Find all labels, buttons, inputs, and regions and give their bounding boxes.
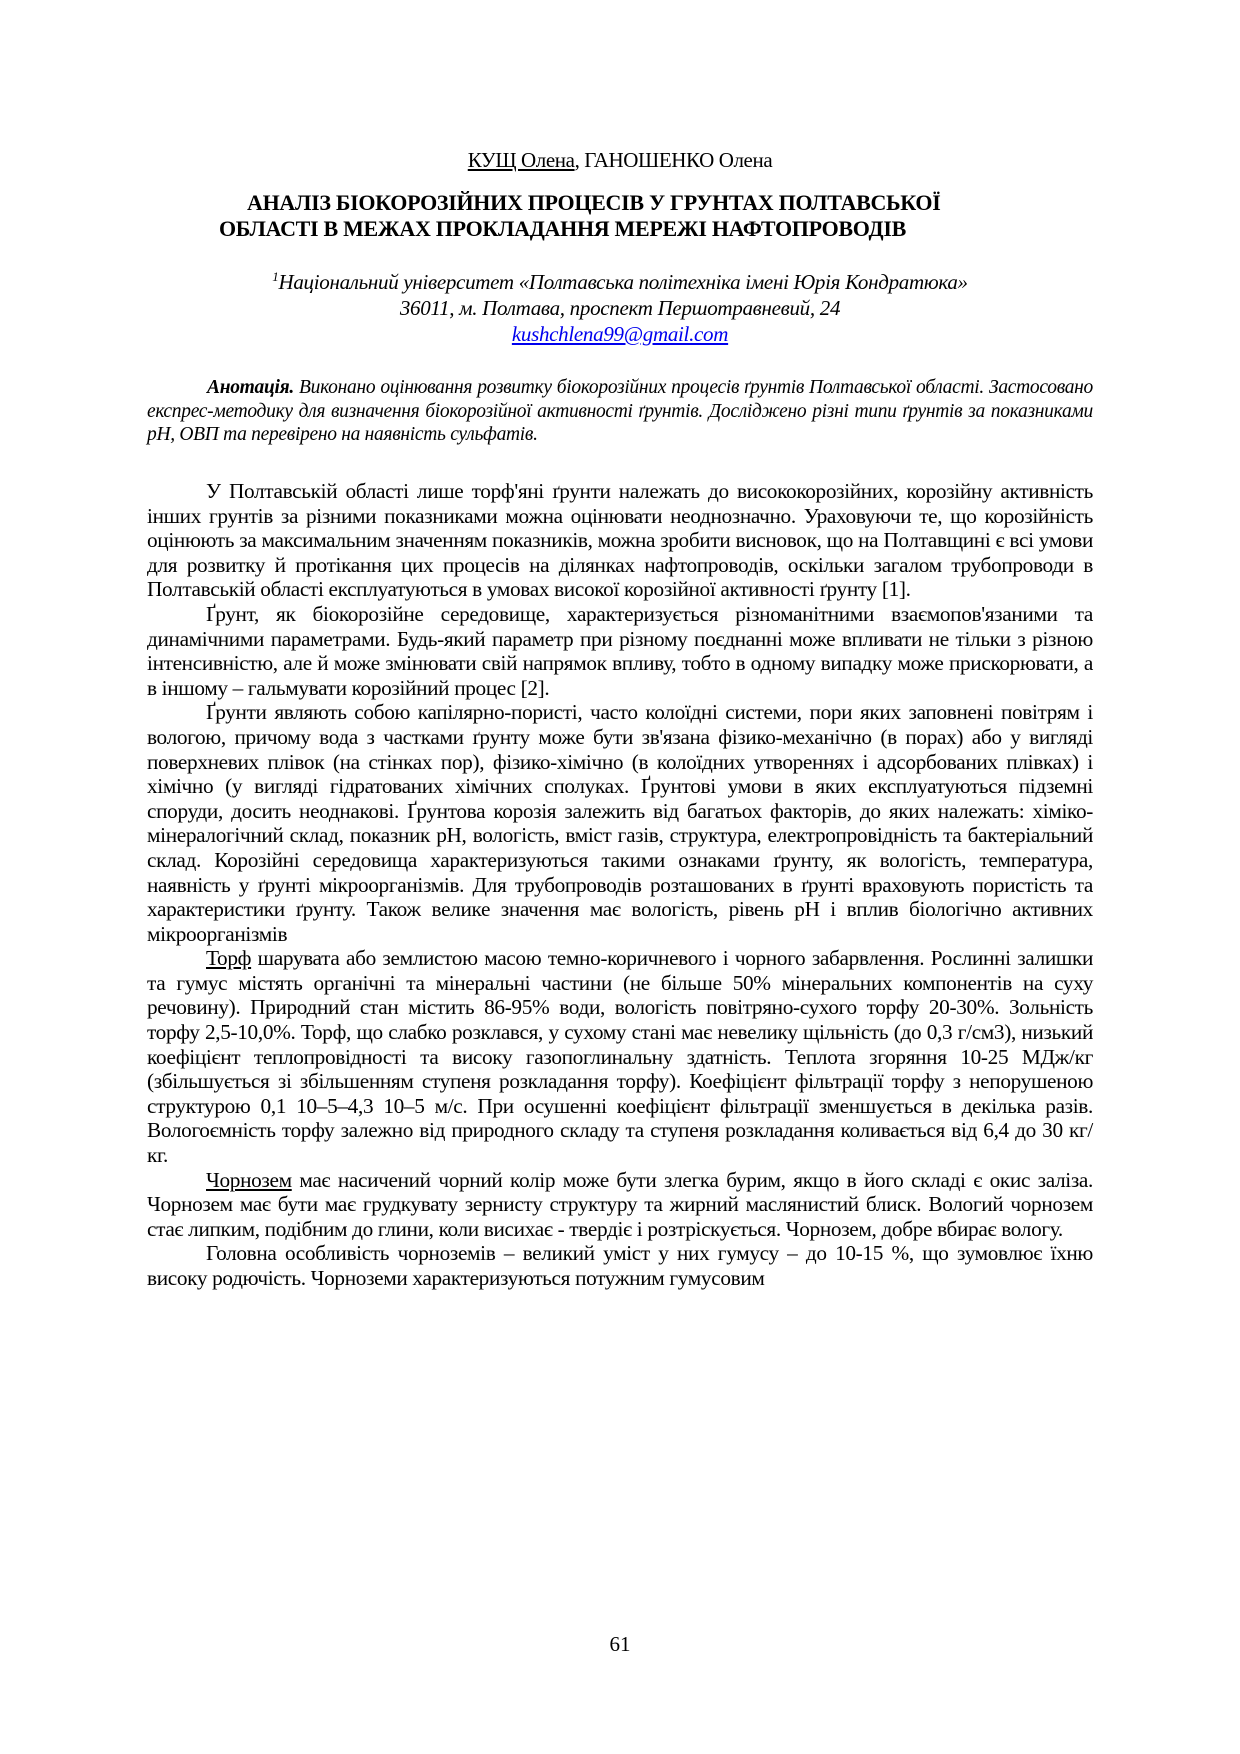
paragraph-4 [147,946,1093,1167]
paragraph-2: Ґрунт, як біокорозійне середовище, характеризується різноманітними взаємопов'язаними та динамічними параметрами. Будь-який параметр при різному поєднанні може впливати не тільки з різною інтенсивністю, але й може змінювати свій напрямок впливу, тобто в одному випадку може прискорювати, а в іншому – гальмувати корозійний процес [2]. [147,601,1093,700]
affiliation-text: Національний університет «Полтавська політехніка імені Юрія Кондратюка» [278,270,968,294]
affiliation-superscript: 1 [272,269,279,284]
paragraph-6: Головна особливість чорноземів – великий уміст у них гумусу – до 10-15 %, що зумовлює їхню високу родючість. Чорноземи характеризуються потужним гумусовим [147,1241,1093,1290]
title-line-1: АНАЛІЗ БІОКОРОЗІЙНИХ ПРОЦЕСІВ У ГРУНТАХ ПОЛТАВСЬКОЇ [247,190,941,215]
author-separator: , [574,148,585,172]
author-secondary: ГАНОШЕНКО Олена [584,148,773,172]
paragraph-4-text: шарувата або землистою масою темно-коричневого і чорного забарвлення. Рослинні залишки та гумус містять органічні та мінеральні частини (не більше 50% мінеральних компонентів на суху речовину). Природний стан містить 86-95% води, вологість повітряно-сухого торфу 20-30%. Зольність торфу 2,5-10,0%. Торф, що слабко розклався, у сухому стані має невелику щільність (до 0,3 г/см3), низький коефіцієнт теплопровідності та високу газопоглинальну здатність. Теплота згоряння 10-25 МДж/кг (збільшується зі збільшенням ступеня розкладання торфу). Коефіцієнт фільтрації торфу з непорушеною структурою 0,1 10–5–4,3 10–5 м/с. При осушенні коефіцієнт фільтрації зменшується в декілька разів. Вологоємність торфу залежно від природного складу та ступеня розкладання коливається від 6,4 до 30 кг/кг. [147,946,1093,1168]
address: 36011, м. Полтава, проспект Першотравневий, 24 [399,296,841,320]
affiliation-block [147,264,1093,347]
affiliation [147,264,1093,295]
body-text [147,479,1093,1291]
paragraph-1: У Полтавській області лише торф'яні ґрунти належать до висококорозійних, корозійну активність інших грунтів за різними показниками можна оцінювати неоднозначно. Ураховуючи те, що корозійність оцінюють за максимальним значенням показників, можна зробити висновок, що на Полтавщині є всі умови для розвитку й протікання цих процесів на ділянках нафтопроводів, оскільки загалом трубопроводи в Полтавській області експлуатуються в умовах високої корозійної активності ґрунту [1]. [147,479,1093,602]
paper-title [147,190,1093,242]
authors-line [147,148,1093,173]
abstract [147,376,1093,447]
term-peat: Торф [206,946,252,971]
email-link[interactable]: kushchlena99@gmail.com [511,322,729,346]
paragraph-3: Ґрунти являють собою капілярно-пористі, часто колоїдні системи, пори яких заповнені повітрям і вологою, причому вода з частками ґрунту може бути зв'язана фізико-механічно (в порах) або у вигляді поверхневих плівок (на стінках пор), фізико-хімічно (в колоїдних утвореннях і адсорбованих плівках) і хімічно (у вигляді гідратованих хімічних сполуках. Ґрунтові умови в яких експлуатуються підземні споруди, досить неоднакові. Ґрунтова корозія залежить від багатьох факторів, до яких належать: хіміко-мінералогічний склад, показник рН, вологість, вміст газів, структура, електропровідність та бактеріальний склад. Корозійні середовища характеризуються такими ознаками ґрунту, як вологість, температура, наявність у ґрунті мікроорганізмів. Для трубопроводів розташованих в ґрунті враховують пористість та характеристики ґрунту. Також велике значення має вологість, рівень рН і вплив біологічно активних мікроорганізмів [147,700,1093,946]
paragraph-5 [147,1168,1093,1242]
abstract-text: Виконано оцінювання розвитку біокорозійних процесів ґрунтів Полтавської області. Застосовано експрес-методику для визначення біокорозійної активності ґрунтів. Досліджено різні типи ґрунтів за показниками рН, ОВП та перевірено на наявність сульфатів. [147,377,1093,445]
page-number: 61 [609,1632,631,1656]
title-line-2: ОБЛАСТІ В МЕЖАХ ПРОКЛАДАННЯ МЕРЕЖІ НАФТОПРОВОДІВ [219,216,906,241]
term-chernozem: Чорнозем [206,1167,292,1192]
abstract-label: Анотація. [207,377,294,398]
author-primary: КУЩ Олена [467,148,575,172]
paragraph-5-text: має насичений чорний колір може бути злегка бурим, якщо в його складі є окис заліза. Чорнозем має бути має грудкувату зернисту структуру та жирний маслянистий блиск. Вологий чорнозем стає липким, подібним до глини, коли висихає - твердіє і розтріскується. Чорнозем, добре вбирає вологу. [147,1167,1093,1241]
